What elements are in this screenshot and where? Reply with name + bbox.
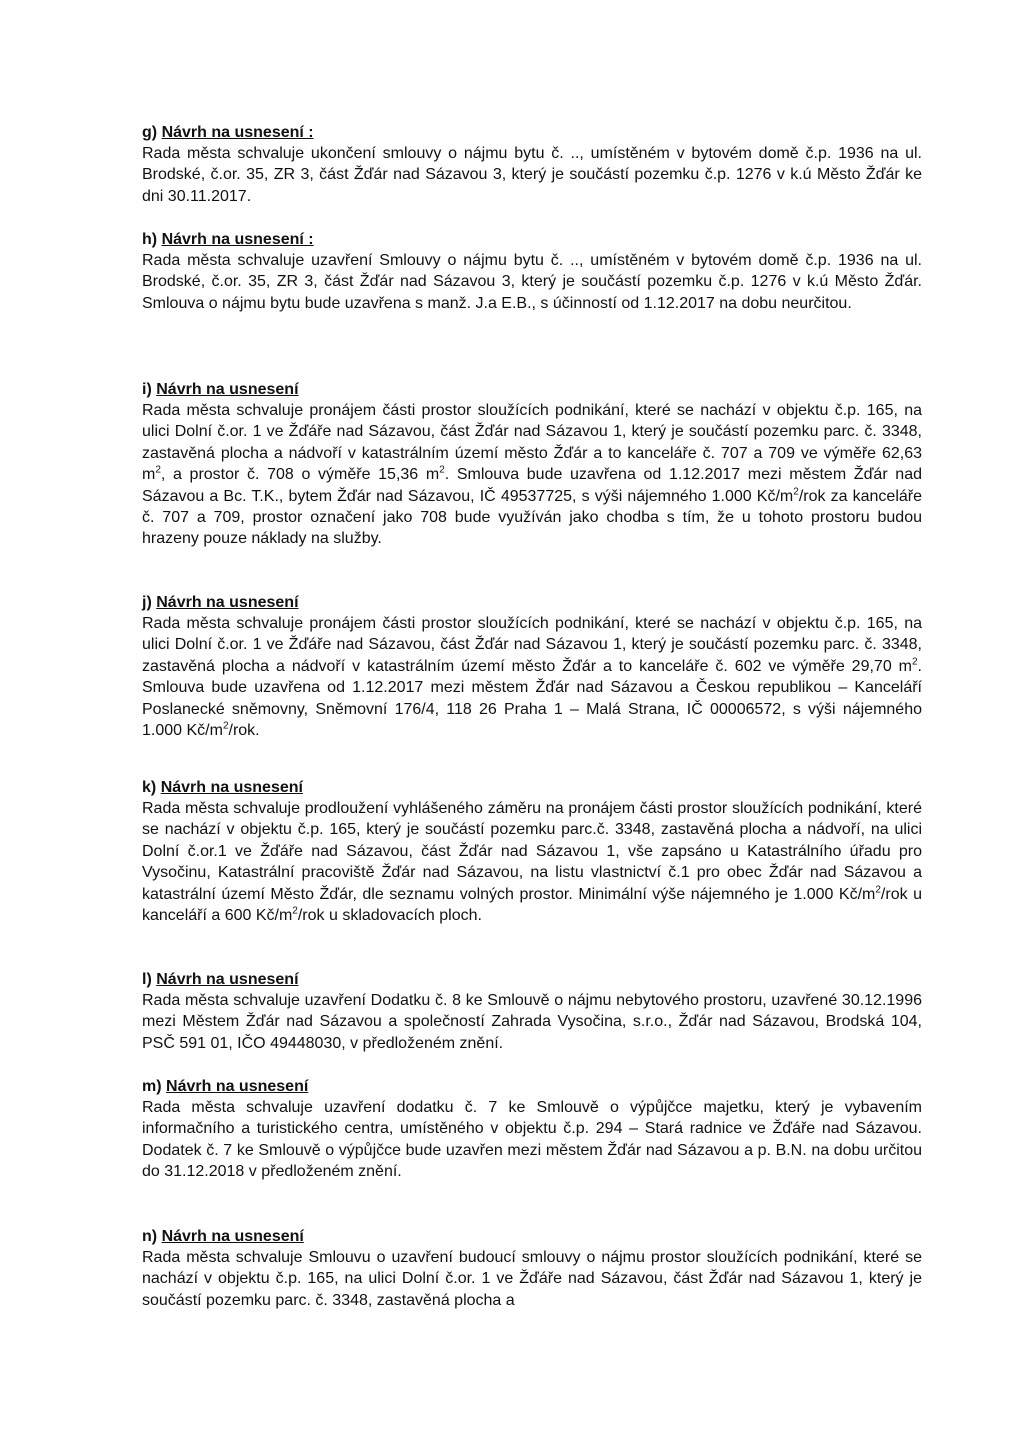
section-g-text: Rada města schvaluje ukončení smlouvy o nájmu bytu č. .., umístěném v bytovém domě č.p. 1936 na ul. Brodské, č.or. 35, ZR 3, část Žďár nad Sázavou 3, který je součástí pozemku č.p. 1276 v k.ú Město Žďár ke dni 30.11.2017.	[142, 145, 922, 205]
section-letter: h)	[142, 231, 158, 248]
section-k-text	[142, 798, 922, 926]
section-g-heading	[142, 122, 922, 143]
text-run: Rada města schvaluje prodloužení vyhlášeného záměru na pronájem části prostor sloužících podnikání, které se nachází v objektu č.p. 165, který je součástí pozemku parc.č. 3348, zastavěná plocha a nádvoří, na ulici Dolní č.or.1 ve Žďáře nad Sázavou, část Žďár nad Sázavou 1, vše zapsáno u Katastrálního úřadu pro Vysočinu, Katastrální pracoviště Žďár nad Sázavou, na listu vlastnictví č.1 pro obec Žďár nad Sázavou a katastrální území Město Žďár, dle seznamu volných prostor. Minimální výše nájemného je 1.000 Kč/m	[142, 800, 922, 903]
section-i-heading	[142, 379, 922, 400]
section-m-heading	[142, 1076, 922, 1097]
superscript: 2	[911, 656, 918, 668]
section-letter: i)	[142, 381, 152, 398]
section-title: Návrh na usnesení	[156, 381, 299, 398]
superscript: 2	[793, 486, 799, 498]
section-title: Návrh na usnesení	[160, 779, 303, 796]
section-letter: n)	[142, 1228, 158, 1245]
section-letter: g)	[142, 124, 158, 141]
section-m-text: Rada města schvaluje uzavření dodatku č. 7 ke Smlouvě o výpůjčce majetku, který je vybavením informačního a turistického centra, umístěného v objektu č.p. 294 – Stará radnice ve Žďáře nad Sázavou. Dodatek č. 7 ke Smlouvě o výpůjčce bude uzavřen mezi městem Žďár nad Sázavou a p. B.N. na dobu určitou do 31.12.2018 v předloženém znění.	[142, 1099, 922, 1181]
text-run: Rada města schvaluje pronájem části prostor sloužících podnikání, které se nachází v objektu č.p. 165, na ulici Dolní č.or. 1 ve Žďáře nad Sázavou, část Žďár nad Sázavou 1, který je součástí pozemku parc. č. 3348, zastavěná plocha a nádvoří v katastrálním území město Žďár a to kanceláře č. 707 a 709 ve výměře 62,63 m	[142, 402, 922, 484]
superscript: 2	[439, 464, 445, 476]
text-run: /rok za kanceláře č. 707 a 709, prostor označení jako 708 bude využíván jako chodba s tím, že u tohoto prostoru budou hrazeny pouze náklady na služby.	[142, 487, 923, 548]
text-run: . Smlouva bude uzavřena od 1.12.2017 mezi městem Žďár nad Sázavou a Bc. T.K., bytem Žďár nad Sázavou, IČ 49537725, s výši nájemného 1.000 Kč/m	[142, 466, 922, 505]
section-title: Návrh na usnesení :	[161, 124, 314, 141]
superscript: 2	[875, 884, 881, 896]
section-h-heading	[142, 229, 922, 250]
text-run: Rada města schvaluje pronájem části prostor sloužících podnikání, které se nachází v objektu č.p. 165, na ulici Dolní č.or. 1 ve Žďáře nad Sázavou, část Žďár nad Sázavou 1, který je součástí pozemku parc. č. 3348, zastavěná plocha a nádvoří v katastrálním území město Žďár a to kanceláře č. 602 ve výměře 29,70 m	[142, 615, 922, 675]
section-g	[142, 122, 922, 207]
section-h	[142, 229, 922, 314]
section-i	[142, 379, 922, 550]
section-title: Návrh na usnesení :	[161, 231, 314, 248]
section-j	[142, 592, 922, 741]
section-title: Návrh na usnesení	[156, 971, 299, 988]
section-l	[142, 969, 922, 1054]
section-k	[142, 777, 922, 926]
section-h-text: Rada města schvaluje uzavření Smlouvy o nájmu bytu č. .., umístěném v bytovém domě č.p. 1936 na ul. Brodské, č.or. 35, ZR 3, část Žďár nad Sázavou 3, který je součástí pozemku č.p. 1276 v k.ú Město Žďár. Smlouva o nájmu bytu bude uzavřena s manž. J.a E.B., s účinností od 1.12.2017 na dobu neurčitou.	[142, 252, 922, 312]
section-title: Návrh na usnesení	[156, 594, 299, 611]
section-i-text	[142, 400, 922, 550]
section-j-text	[142, 613, 922, 741]
superscript: 2	[155, 464, 161, 476]
section-k-heading	[142, 777, 922, 798]
text-run: , a prostor č. 708 o výměře 15,36 m	[160, 466, 440, 484]
section-n-text: Rada města schvaluje Smlouvu o uzavření budoucí smlouvy o nájmu prostor sloužících podnikání, které se nachází v objektu č.p. 165, na ulici Dolní č.or. 1 ve Žďáře nad Sázavou, část Žďár nad Sázavou 1, který je součástí pozemku parc. č. 3348, zastavěná plocha a	[142, 1249, 922, 1309]
text-run: /rok u skladovacích ploch.	[297, 907, 482, 925]
section-j-heading	[142, 592, 922, 613]
section-letter: j)	[142, 594, 152, 611]
superscript: 2	[292, 905, 298, 917]
section-title: Návrh na usnesení	[166, 1078, 309, 1095]
text-run: /rok.	[228, 722, 260, 740]
section-title: Návrh na usnesení	[161, 1228, 304, 1245]
section-letter: l)	[142, 971, 152, 988]
section-l-text: Rada města schvaluje uzavření Dodatku č. 8 ke Smlouvě o nájmu nebytového prostoru, uzavřené 30.12.1996 mezi Městem Žďár nad Sázavou a společností Zahrada Vysočina, s.r.o., Žďár nad Sázavou, Brodská 104, PSČ 591 01, IČO 49448030, v předloženém znění.	[142, 992, 922, 1052]
section-n-heading	[142, 1226, 922, 1247]
text-run: /rok u kanceláří a 600 Kč/m	[142, 885, 923, 925]
text-run: . Smlouva bude uzavřena od 1.12.2017 mezi městem Žďár nad Sázavou a Českou republikou – Kanceláří Poslanecké sněmovny, Sněmovní 176/4, 118 26 Praha 1 – Malá Strana, IČ 00006572, s výši nájemného 1.000 Kč/m	[142, 657, 922, 740]
section-letter: m)	[142, 1078, 162, 1095]
section-m	[142, 1076, 922, 1183]
superscript: 2	[222, 720, 229, 732]
section-n	[142, 1226, 922, 1311]
section-letter: k)	[142, 779, 157, 796]
section-l-heading	[142, 969, 922, 990]
